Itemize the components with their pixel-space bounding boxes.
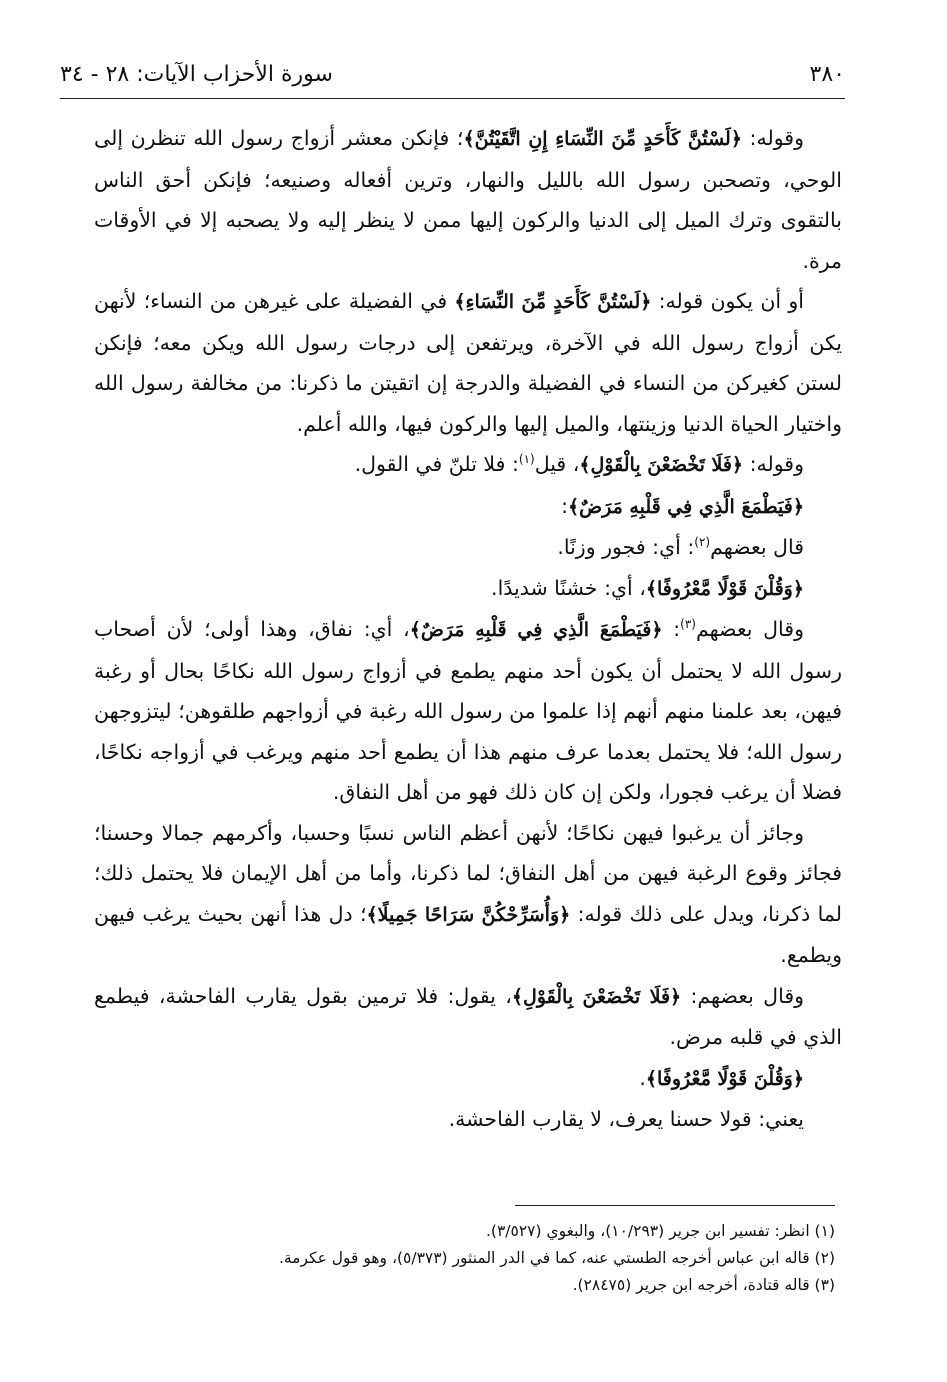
quran-verse: ﴿فَلَا تَخْضَعْنَ بِالْقَوْلِ﴾: [579, 454, 744, 476]
footnote-separator: [515, 1205, 835, 1206]
header-rule: [60, 98, 845, 99]
quran-verse: ﴿وَأُسَرِّحْكُنَّ سَرَاحًا جَمِيلًا﴾: [366, 903, 571, 926]
paragraph-6: [94, 568, 842, 610]
quran-verse: ﴿لَسْتُنَّ كَأَحَدٍ مِّنَ النِّسَاءِ إِنِ اتَّقَيْتُنَّ﴾: [463, 128, 742, 150]
text: .: [639, 1065, 646, 1090]
text: : فلا تلنّ في القول.: [354, 452, 519, 476]
text: ؛ دل هذا أنهن بحيث يرغب فيهن ويطمع.: [94, 901, 842, 967]
paragraph-10: [94, 1058, 842, 1100]
running-title: سورة الأحزاب الآيات: ٢٨ - ٣٤: [60, 62, 333, 87]
footnotes: [115, 1218, 835, 1299]
footnote-ref: (٣): [680, 617, 696, 632]
text: في الفضيلة على غيرهن من النساء؛ لأنهن يكن أزواج رسول الله في الآخرة، ويرتفعن إلى درجات رسول الله ويكن معه؛ فإنكن لستن كغيركن من النساء في الفضيلة والدرجة إن اتقيتن ما ذكرنا: من مخالفة رسول الله واختيار الحياة الدنيا وزينتها، والميل إليها والركون فيها، والله أعلم.: [94, 289, 842, 436]
quran-verse: ﴿لَسْتُنَّ كَأَحَدٍ مِّنَ النِّسَاءِ﴾: [454, 291, 652, 313]
page-header: [60, 58, 845, 98]
text: يعني: قولا حسنا يعرف، لا يقارب الفاحشة.: [448, 1107, 804, 1131]
page-number: ٣٨٠: [809, 62, 845, 87]
quran-verse: ﴿فَلَا تَخْضَعْنَ بِالْقَوْلِ﴾: [511, 985, 682, 1008]
paragraph-5: [94, 527, 842, 568]
text: ، قيل: [534, 452, 580, 476]
text: وقال بعضهم:: [681, 983, 805, 1008]
footnote-2: (٢) قاله ابن عباس أخرجه الطستي عنه، كما في الدر المنثور (٥/٣٧٣)، وهو قول عكرمة.: [278, 1249, 835, 1267]
footnote-1: (١) انظر: تفسير ابن جرير (١٠/٢٩٣)، والبغوي (٣/٥٢٧).: [485, 1222, 835, 1240]
footnote-3: (٣) قاله قتادة، أخرجه ابن جرير (٢٨٤٧٥).: [572, 1276, 835, 1294]
paragraph-3: [94, 444, 842, 486]
paragraph-9: [94, 976, 842, 1058]
text: وقوله:: [741, 126, 804, 150]
paragraph-11: [94, 1099, 842, 1140]
text: وجائز أن يرغبوا فيهن نكاحًا؛ لأنهن أعظم الناس نسبًا وحسبا، وأكرمهم جمالا وحسنا؛ فجائز وقوع الرغبة فيهن من أهل النفاق؛ لما ذكرنا، وأما من أهل الإيمان فلا يحتمل ذلك؛ لما ذكرنا، ويدل على ذلك قوله:: [94, 820, 842, 926]
paragraph-4: [94, 486, 842, 528]
text: ، أي: نفاق، وهذا أولى؛ لأن أصحاب رسول الله لا يحتمل أن يكون أحد منهم يطمع في أزواج رسول الله نكاحًا بحال أو رغبة فيهن، بعد علمنا منهم أنهم إذا علموا من رسول الله رغبة في أزواجهم طلقوهن؛ ليتزوجهن رسول الله؛ فلا يحتمل بعدما عرف منهم هذا أن يطمع أحد منهم ويرغب في أزواجه نكاحًا، فضلا أن يرغب فجورا، ولكن إن كان ذلك فهو من أهل النفاق.: [94, 617, 842, 804]
paragraph-8: [94, 813, 842, 976]
text: وقوله:: [743, 452, 804, 476]
quran-verse: ﴿فَيَطْمَعَ الَّذِي فِي قَلْبِهِ مَرَضٌ﴾: [409, 619, 663, 641]
text: ، يقول: فلا ترمين بقول يقارب الفاحشة، فيطمع الذي في قلبه مرض.: [94, 983, 842, 1049]
text: وقال بعضهم: [695, 617, 804, 641]
text: ، أي: خشنًا شديدًا.: [491, 575, 646, 600]
quran-verse: ﴿وَقُلْنَ قَوْلًا مَّعْرُوفًا﴾: [645, 577, 804, 600]
text: : أي: فجور وزنًا.: [557, 535, 695, 559]
footnote-ref: (١): [518, 452, 535, 467]
quran-verse: ﴿فَيَطْمَعَ الَّذِي فِي قَلْبِهِ مَرَضٌ﴾: [568, 495, 804, 518]
quran-verse: ﴿وَقُلْنَ قَوْلًا مَّعْرُوفًا﴾: [645, 1067, 804, 1090]
paragraph-1: [94, 118, 842, 281]
paragraph-7: [94, 609, 842, 813]
text: :: [662, 617, 681, 641]
text: أو أن يكون قوله:: [651, 289, 804, 313]
paragraph-2: [94, 281, 842, 444]
text: ؛ فإنكن معشر أزواج رسول الله تنظرن إلى الوحي، وتصحبن رسول الله بالليل والنهار، وترين أفعاله وصنيعه؛ فإنكن أحق الناس بالتقوى وترك الميل إلى الدنيا والركون إليها ممن لا ينظر إليه ولا يصحبه إلا في الأوقات مرة.: [94, 126, 842, 273]
footnote-ref: (٢): [694, 535, 711, 550]
main-text: [94, 118, 842, 1140]
text: :: [561, 493, 569, 518]
text: قال بعضهم: [710, 535, 804, 559]
